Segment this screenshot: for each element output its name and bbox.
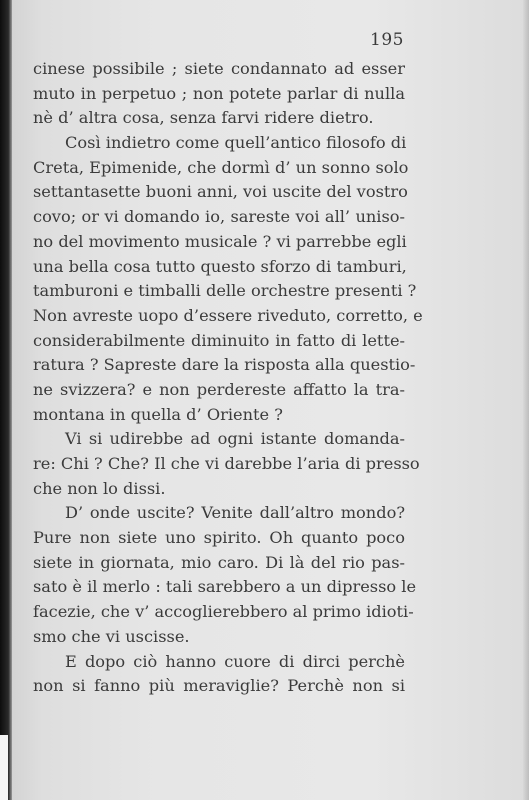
page-number: 195	[370, 30, 404, 50]
text-line: siete in giornata, mio caro. Di là del rio pas-	[33, 552, 405, 572]
text-line: ratura ? Sapreste dare la risposta alla questio-	[33, 355, 416, 375]
scan-left-edge	[0, 0, 12, 800]
text-line: Così indietro come quell’antico filosofo di	[65, 133, 407, 153]
text-line: Creta, Epimenide, che dormì d’ un sonno solo	[33, 157, 409, 177]
text-line: sato è il merlo : tali sarebbero a un dipresso le	[33, 577, 417, 597]
text-line: ne svizzera? e non perdereste affatto la tra-	[33, 379, 405, 399]
text-line: non si fanno più meraviglie? Perchè non si	[33, 676, 405, 696]
scan-right-edge	[523, 0, 529, 800]
text-line: muto in perpetuo ; non potete parlar di nulla	[33, 83, 405, 103]
text-line: Pure non siete uno spirito. Oh quanto poco	[33, 528, 405, 548]
text-line: D’ onde uscite? Venite dall’altro mondo?	[65, 503, 405, 523]
text-line: E dopo ciò hanno cuore di dirci perchè	[65, 651, 405, 671]
body-text	[33, 57, 423, 699]
text-line: smo che vi uscisse.	[33, 626, 190, 646]
text-line: re: Chi ? Che? Il che vi darebbe l’aria di presso	[33, 454, 420, 473]
text-line: Non avreste uopo d’essere riveduto, corretto, e	[33, 305, 423, 325]
text-line: tamburoni e timballi delle orchestre presenti ?	[33, 281, 417, 301]
text-line: considerabilmente diminuito in fatto di lette-	[33, 330, 405, 350]
text-line: montana in quella d’ Oriente ?	[33, 404, 283, 424]
text-line: Vi si udirebbe ad ogni istante domanda-	[65, 429, 405, 449]
text-line: settantasette buoni anni, voi uscite del vostro	[33, 182, 408, 202]
text-line: che non lo dissi.	[33, 478, 166, 498]
text-line: facezie, che v’ accoglierebbero al primo idioti-	[33, 602, 414, 622]
scan-edge-mark	[0, 735, 8, 800]
text-line: no del movimento musicale ? vi parrebbe egli	[33, 231, 407, 251]
text-line: cinese possibile ; siete condannato ad esser	[33, 59, 405, 78]
text-line: nè d’ altra cosa, senza farvi ridere dietro.	[33, 108, 374, 128]
text-line: covo; or vi domando io, sareste voi all’ uniso-	[33, 207, 405, 227]
text-line: una bella cosa tutto questo sforzo di tamburi,	[33, 256, 407, 276]
